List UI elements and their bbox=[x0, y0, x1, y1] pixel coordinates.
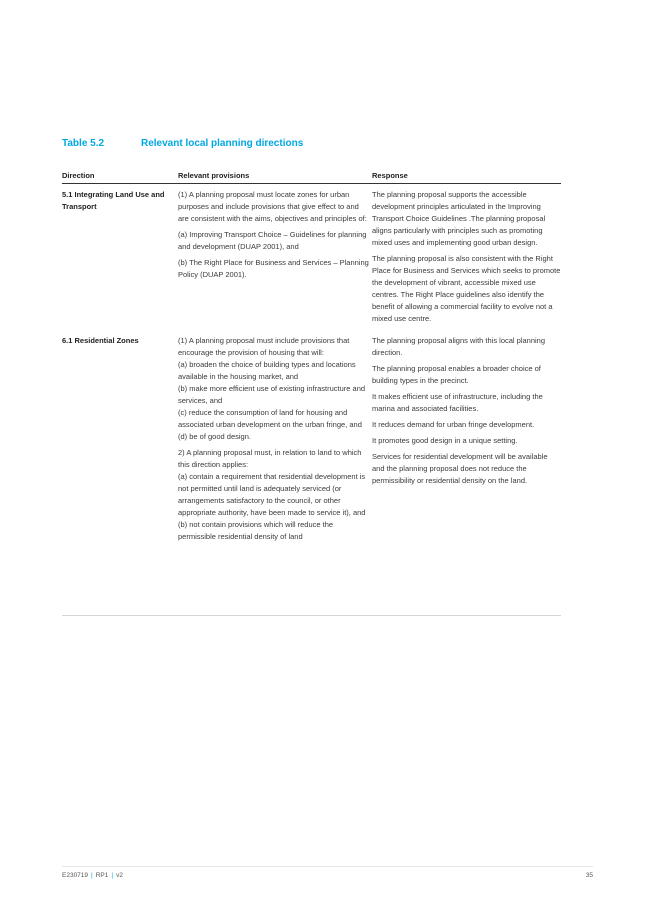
provision-text: (b) not contain provisions which will reduce the permissible residential density of land bbox=[178, 520, 334, 541]
footer-separator: | bbox=[111, 872, 114, 879]
provision-text: (b) make more efficient use of existing infrastructure and services, and bbox=[178, 384, 366, 405]
provision-text: (a) Improving Transport Choice – Guidelines for planning and development (DUAP 2001), and bbox=[178, 230, 367, 251]
footer-document-reference bbox=[62, 872, 123, 879]
table-row bbox=[62, 184, 561, 329]
footer-version: v2 bbox=[116, 872, 123, 879]
response-text: Services for residential development will be available and the planning proposal does not reduce the permissibility or residential density on the land. bbox=[372, 452, 548, 485]
table-bottom-divider bbox=[62, 615, 561, 616]
response-text: It promotes good design in a unique setting. bbox=[372, 436, 518, 445]
provisions-cell bbox=[178, 189, 372, 329]
response-text: The planning proposal is also consistent with the Right Place for Business and Services which seeks to promote the development of vibrant, accessible mixed use centres. The Right Place guidelines also identify the benefit of allowing a commercial facility to evolve not a mixed use centre. bbox=[372, 254, 561, 323]
page-number: 35 bbox=[585, 872, 593, 879]
provision-text: 2) A planning proposal must, in relation to land to which this direction applies: bbox=[178, 448, 362, 469]
response-text: It makes efficient use of infrastructure, including the marina and associated facilities. bbox=[372, 392, 543, 413]
provision-text: (c) reduce the consumption of land for housing and associated urban development on the urban fringe, and bbox=[178, 408, 362, 429]
column-header-direction: Direction bbox=[62, 171, 95, 180]
response-text: It reduces demand for urban fringe development. bbox=[372, 420, 535, 429]
table-header-row bbox=[62, 171, 561, 184]
footer-report: RP1 bbox=[95, 872, 109, 879]
provision-text: (1) A planning proposal must locate zones for urban purposes and include provisions that give effect to and are consistent with the aims, objectives and principles of: bbox=[178, 190, 367, 223]
provision-text: (b) The Right Place for Business and Services – Planning Policy (DUAP 2001). bbox=[178, 258, 369, 279]
response-text: The planning proposal supports the accessible development principles articulated in the Improving Transport Choice Guidelines .The planning proposal aligns particularly with principles such as promoting mixed uses and implementing good urban design. bbox=[372, 190, 546, 247]
response-text: The planning proposal aligns with this local planning direction. bbox=[372, 336, 546, 357]
footer-doc-id: E230719 bbox=[62, 872, 89, 879]
column-header-provisions: Relevant provisions bbox=[178, 171, 250, 180]
response-cell bbox=[372, 335, 561, 543]
response-cell bbox=[372, 189, 561, 329]
table-title: Relevant local planning directions bbox=[141, 138, 304, 149]
provision-text: (1) A planning proposal must include provisions that encourage the provision of housing that will: bbox=[178, 336, 350, 357]
column-header-response: Response bbox=[372, 171, 408, 180]
planning-directions-table bbox=[62, 171, 561, 543]
provision-text: (d) be of good design. bbox=[178, 432, 251, 441]
provisions-cell bbox=[178, 335, 372, 543]
direction-cell: 5.1 Integrating Land Use and Transport bbox=[62, 190, 165, 211]
footer-divider bbox=[62, 866, 593, 867]
footer-separator: | bbox=[91, 872, 93, 879]
table-row bbox=[62, 329, 561, 543]
response-text: The planning proposal enables a broader choice of building types in the precinct. bbox=[372, 364, 541, 385]
table-caption bbox=[62, 138, 303, 149]
provision-text: (a) broaden the choice of building types and locations available in the housing market, and bbox=[178, 360, 356, 381]
direction-cell: 6.1 Residential Zones bbox=[62, 336, 139, 345]
provision-text: (a) contain a requirement that residential development is not permitted until land is adequately serviced (or arrangements satisfactory to the council, or other appropriate authority, have been made to service it), and bbox=[178, 472, 366, 517]
table-number: Table 5.2 bbox=[62, 138, 105, 149]
